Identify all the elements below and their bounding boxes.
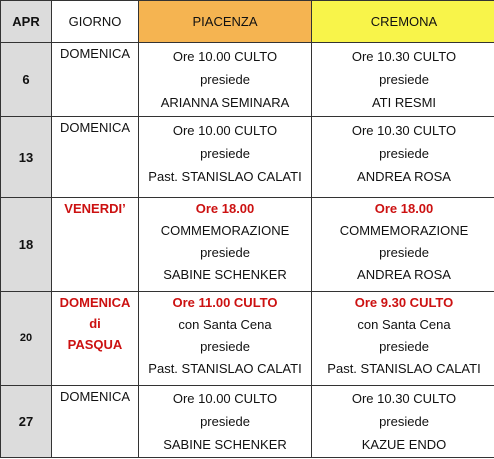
- cremona-cell: [312, 198, 494, 292]
- day-label: PASQUA: [67, 337, 123, 352]
- header-row: [1, 1, 494, 43]
- service-time: Ore 10.00 CULTO: [172, 391, 278, 406]
- date-cell: 13: [1, 117, 52, 198]
- day-label: DOMENICA: [59, 389, 131, 404]
- cremona-cell: [312, 386, 494, 458]
- presiede-label: presiede: [379, 414, 429, 429]
- service-note: con Santa Cena: [357, 317, 451, 332]
- piacenza-cell: [139, 117, 312, 198]
- piacenza-header: PIACENZA: [139, 1, 312, 43]
- presiede-label: presiede: [200, 72, 250, 87]
- day-label: DOMENICA: [59, 295, 131, 310]
- presiede-label: presiede: [200, 146, 250, 161]
- officiant-name: Past. STANISLAO CALATI: [148, 169, 302, 184]
- table-row: [1, 43, 494, 117]
- presiede-label: presiede: [200, 245, 250, 260]
- day-header: GIORNO: [52, 1, 139, 43]
- officiant-name: ANDREA ROSA: [357, 267, 451, 282]
- officiant-name: Past. STANISLAO CALATI: [148, 361, 302, 376]
- service-note: con Santa Cena: [178, 317, 272, 332]
- officiant-name: ATI RESMI: [371, 95, 437, 110]
- service-time: Ore 10.30 CULTO: [351, 391, 457, 406]
- presiede-label: presiede: [379, 72, 429, 87]
- date-cell: 6: [1, 43, 52, 117]
- service-time: Ore 10.30 CULTO: [351, 123, 457, 138]
- officiant-name: ARIANNA SEMINARA: [160, 95, 290, 110]
- day-label: VENERDI’: [64, 201, 126, 216]
- table-row: [1, 198, 494, 292]
- service-type: COMMEMORAZIONE: [160, 223, 290, 238]
- piacenza-cell: [139, 386, 312, 458]
- service-time: Ore 9.30 CULTO: [354, 295, 454, 310]
- day-label: di: [89, 316, 101, 331]
- table-row: [1, 117, 494, 198]
- month-header: APR: [1, 1, 52, 43]
- cremona-cell: [312, 43, 494, 117]
- service-time: Ore 10.30 CULTO: [351, 49, 457, 64]
- date-cell: 20: [1, 292, 52, 386]
- service-time: Ore 18.00: [374, 201, 434, 216]
- cremona-header: CREMONA: [312, 1, 494, 43]
- day-label: DOMENICA: [59, 46, 131, 61]
- officiant-name: SABINE SCHENKER: [163, 437, 287, 452]
- piacenza-cell: [139, 292, 312, 386]
- day-cell: [52, 292, 139, 386]
- table-row: [1, 292, 494, 386]
- officiant-name: Past. STANISLAO CALATI: [327, 361, 481, 376]
- day-cell: [52, 43, 139, 117]
- day-cell: [52, 198, 139, 292]
- day-cell: [52, 117, 139, 198]
- service-time: Ore 10.00 CULTO: [172, 49, 278, 64]
- presiede-label: presiede: [200, 414, 250, 429]
- officiant-name: SABINE SCHENKER: [163, 267, 287, 282]
- officiant-name: KAZUE ENDO: [361, 437, 447, 452]
- service-time: Ore 10.00 CULTO: [172, 123, 278, 138]
- service-time: Ore 18.00: [195, 201, 255, 216]
- day-cell: [52, 386, 139, 458]
- service-time: Ore 11.00 CULTO: [172, 295, 278, 310]
- service-type: COMMEMORAZIONE: [339, 223, 469, 238]
- date-cell: 27: [1, 386, 52, 458]
- presiede-label: presiede: [200, 339, 250, 354]
- presiede-label: presiede: [379, 146, 429, 161]
- table-row: [1, 386, 494, 458]
- cremona-cell: [312, 117, 494, 198]
- presiede-label: presiede: [379, 245, 429, 260]
- cremona-cell: [312, 292, 494, 386]
- presiede-label: presiede: [379, 339, 429, 354]
- piacenza-cell: [139, 43, 312, 117]
- day-label: DOMENICA: [59, 120, 131, 135]
- piacenza-cell: [139, 198, 312, 292]
- date-cell: 18: [1, 198, 52, 292]
- officiant-name: ANDREA ROSA: [357, 169, 451, 184]
